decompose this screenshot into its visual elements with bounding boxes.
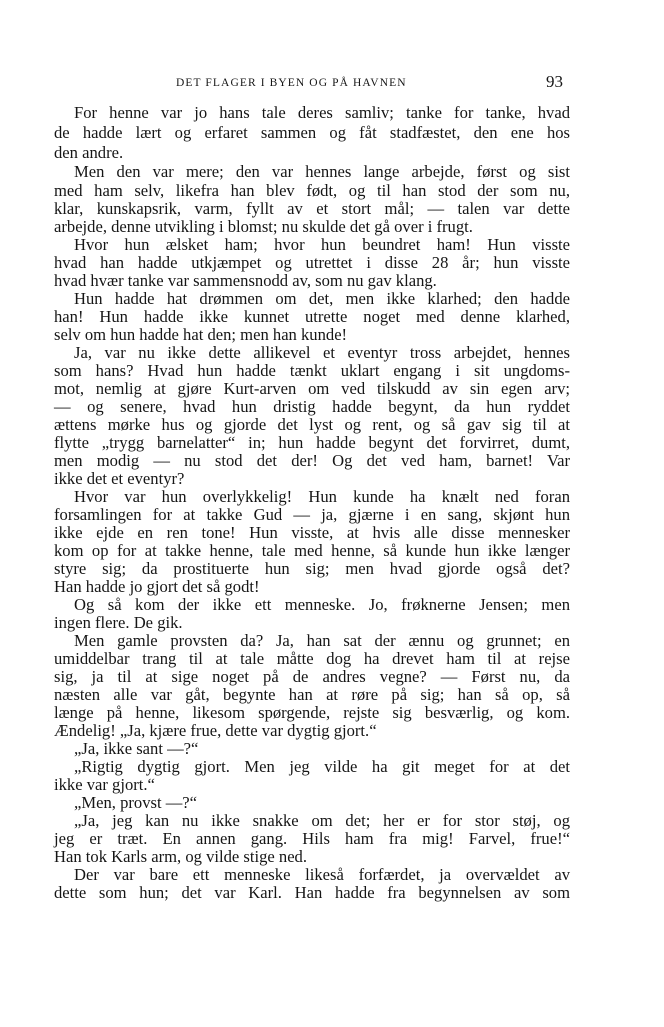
text-line: med ham selv, likefra han blev født, og til han stod der som nu,	[54, 181, 570, 200]
text-line: Hvor hun ælsket ham; hvor hun beundret ham! Hun visste	[74, 235, 570, 254]
text-line: Hvor var hun overlykkelig! Hun kunde ha knælt ned foran	[74, 487, 570, 506]
text-line: hvad han hadde utkjæmpet og utrettet i disse 28 år; hun visste	[54, 253, 570, 272]
text-line: han! Hun hadde ikke kunnet utrette noget med denne klarhed,	[54, 307, 570, 326]
text-line: selv om hun hadde hat den; men han kunde!	[54, 325, 348, 344]
text-line: hvad hvær tanke var sammensnodd av, som nu gav klang.	[54, 271, 437, 290]
text-line: dette som hun; det var Karl. Han hadde fra begynnelsen av som	[54, 883, 570, 902]
text-line: Men den var mere; den var hennes lange arbejde, først og sist	[74, 162, 570, 181]
text-line: „Men, provst —?“	[74, 793, 198, 812]
text-line: Hun hadde hat drømmen om det, men ikke klarhed; den hadde	[74, 289, 570, 308]
text-line: ættens mørke hus og gjorde det lyst og rent, og så gav sig til at	[54, 415, 570, 434]
text-line: ikke ejde en ren tone! Hun visste, at hvis alle disse mennesker	[54, 523, 570, 542]
text-line: de hadde lært og erfaret sammen og fåt stadfæstet, den ene hos	[54, 123, 570, 142]
text-line: Ændelig! „Ja, kjære frue, dette var dygtig gjort.“	[54, 721, 377, 740]
text-line: umiddelbar trang til at tale måtte dog ha drevet ham til at rejse	[54, 649, 570, 668]
text-line: „Ja, ikke sant —?“	[74, 739, 199, 758]
text-line: sig, ja til at sige noget på de andres vegne? — Først nu, da	[54, 667, 570, 686]
text-line: Han tok Karls arm, og vilde stige ned.	[54, 847, 307, 866]
text-line: Ja, var nu ikke dette allikevel et eventyr tross arbejdet, hennes	[74, 343, 570, 362]
page-number: 93	[546, 72, 563, 91]
text-line: Og så kom der ikke ett menneske. Jo, frøknerne Jensen; men	[74, 595, 570, 614]
text-line: længe på henne, likesom spørgende, rejste sig besværlig, og kom.	[54, 703, 570, 722]
running-title: DET FLAGER I BYEN OG PÅ HAVNEN	[176, 77, 407, 89]
text-line: den andre.	[54, 143, 124, 162]
text-line: Der var bare ett menneske likeså forfærdet, ja overvældet av	[74, 865, 570, 884]
text-line: „Ja, jeg kan nu ikke snakke om det; her er for stor støj, og	[74, 811, 570, 830]
text-line: forsamlingen for at takke Gud — ja, gjærne i en sang, skjønt hun	[54, 505, 570, 524]
text-line: Men gamle provsten da? Ja, han sat der ænnu og grunnet; en	[74, 631, 570, 650]
text-line: men modig — nu stod det der! Og det ved ham, barnet! Var	[54, 451, 570, 470]
text-line: kom op for at takke henne, tale med henne, så kunde hun ikke længer	[54, 541, 570, 560]
text-line: flytte „trygg barnelatter“ in; hun hadde begynt det forvirret, dumt,	[54, 433, 570, 452]
text-line: ikke var gjort.“	[54, 775, 155, 794]
text-line: næsten alle var gåt, begynte han at røre på sig; han så op, så	[54, 685, 570, 704]
text-line: arbejde, denne utvikling i blomst; nu skulde det gå over i frugt.	[54, 217, 473, 236]
text-line: For henne var jo hans tale deres samliv; tanke for tanke, hvad	[74, 103, 570, 122]
text-line: ingen flere. De gik.	[54, 613, 183, 632]
text-line: ikke det et eventyr?	[54, 469, 185, 488]
text-line: jeg er træt. En annen gang. Hils ham fra mig! Farvel, frue!“	[54, 829, 570, 848]
text-line: klar, kunskapsrik, varm, fyllt av et stort mål; — talen var dette	[54, 199, 570, 218]
text-line: mot, nemlig at gjøre Kurt-arven om ved tilskudd av sin egen arv;	[54, 379, 570, 398]
text-line: „Rigtig dygtig gjort. Men jeg vilde ha git meget for at det	[74, 757, 570, 776]
text-line: — og senere, hvad hun dristig hadde begynt, da hun ryddet	[54, 397, 570, 416]
text-line: som hans? Hvad hun hadde tænkt uklart engang i sit ungdoms-	[54, 361, 570, 380]
text-line: Han hadde jo gjort det så godt!	[54, 577, 260, 596]
text-line: styre sig; da prostituerte hun sig; men hvad gjorde også det?	[54, 559, 570, 578]
